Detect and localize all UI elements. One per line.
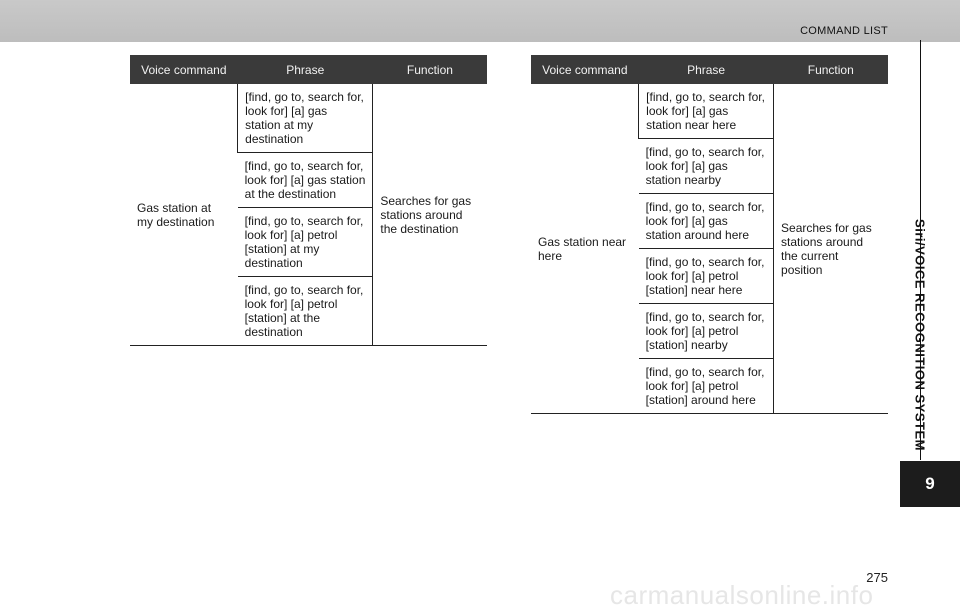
table-header-row [130,55,487,84]
header-function: Function [774,55,888,84]
chapter-side-label: Siri/VOICE RECOGNITION SYSTEM [912,219,928,451]
header-phrase: Phrase [639,55,774,84]
watermark: carmanualsonline.info [610,580,874,610]
header-phrase: Phrase [238,55,373,84]
phrase-cell: [find, go to, search for, look for] [a] gas station around here [639,194,774,249]
phrase-cell: [find, go to, search for, look for] [a] petrol [station] around here [639,359,774,414]
function-cell: Searches for gas stations around the current position [774,84,888,414]
command-table-destination [130,55,487,346]
voice-command-cell: Gas station near here [531,84,639,414]
table-row [130,84,487,153]
phrase-cell: [find, go to, search for, look for] [a] petrol [station] at my destination [238,208,373,277]
voice-command-cell: Gas station at my destination [130,84,238,346]
command-table-near-here [531,55,888,414]
phrase-cell: [find, go to, search for, look for] [a] gas station at the destination [238,153,373,208]
chapter-number-badge: 9 [900,461,960,507]
phrase-cell: [find, go to, search for, look for] [a] gas station nearby [639,139,774,194]
page-number: 275 [866,570,888,585]
phrase-cell: [find, go to, search for, look for] [a] petrol [station] at the destination [238,277,373,346]
table-row [531,84,888,139]
phrase-cell: [find, go to, search for, look for] [a] gas station near here [639,84,774,139]
phrase-cell: [find, go to, search for, look for] [a] petrol [station] nearby [639,304,774,359]
table-header-row [531,55,888,84]
header-voice-command: Voice command [130,55,238,84]
phrase-cell: [find, go to, search for, look for] [a] petrol [station] near here [639,249,774,304]
page-title: COMMAND LIST [800,25,888,37]
phrase-cell: [find, go to, search for, look for] [a] gas station at my destination [238,84,373,153]
header-voice-command: Voice command [531,55,639,84]
function-cell: Searches for gas stations around the destination [373,84,487,346]
header-function: Function [373,55,487,84]
